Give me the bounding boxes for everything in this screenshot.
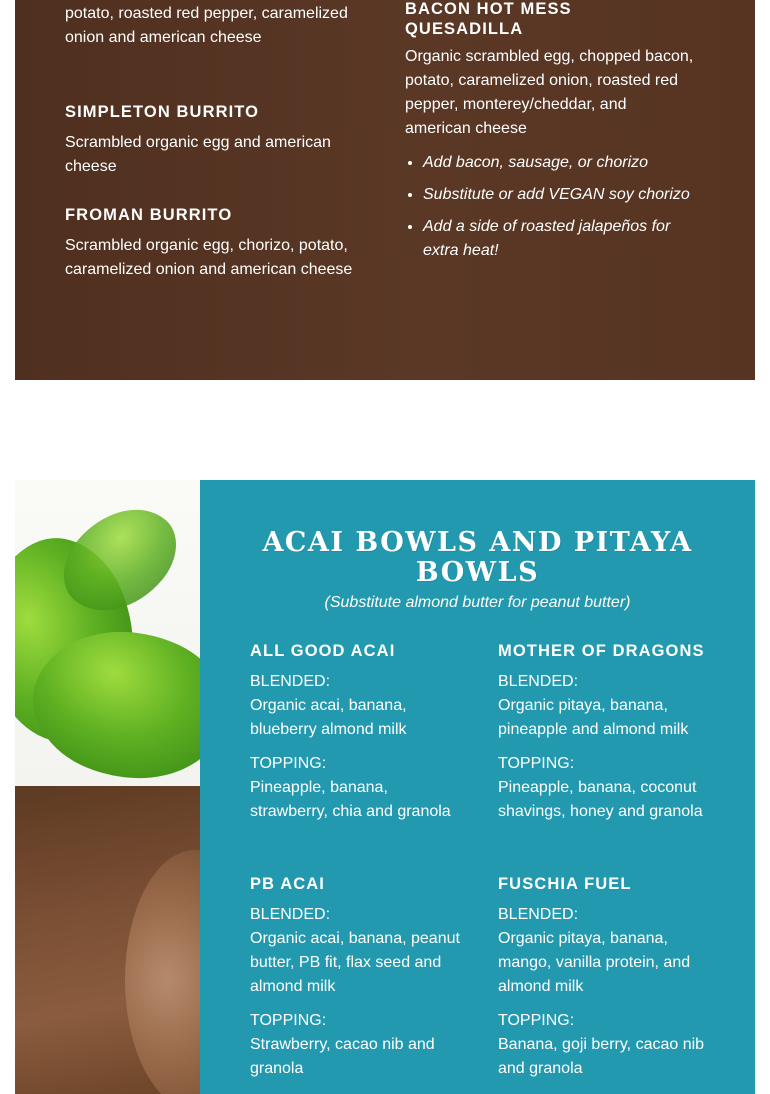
blended-label: BLENDED: [498, 906, 579, 923]
topping-label: TOPPING: [498, 1012, 575, 1029]
menu-note: • Add a side of roasted jalapeños for extra heat! [423, 215, 695, 263]
menu-item-all-good-acai [250, 641, 460, 824]
topping-label: TOPPING: [498, 755, 575, 772]
topping-description: Pineapple, banana, strawberry, chia and granola [250, 779, 451, 820]
topping-label: TOPPING: [250, 755, 327, 772]
menu-item-description: Scrambled organic egg and american cheese [65, 134, 331, 175]
menu-item-title: ALL GOOD ACAI [250, 642, 396, 660]
menu-item-fuschia-fuel [498, 874, 708, 1081]
menu-note: • Substitute or add VEGAN soy chorizo [423, 183, 695, 207]
blended-description: Organic pitaya, banana, mango, vanilla protein, and almond milk [498, 930, 691, 995]
menu-item-description: Organic scrambled egg, chopped bacon, potato, caramelized onion, roasted red pepper, monterey/cheddar, and american cheese [405, 48, 694, 137]
blended-label: BLENDED: [250, 906, 331, 923]
blended-label: BLENDED: [250, 673, 331, 690]
section-title: ACAI BOWLS AND PITAYA BOWLS [262, 527, 693, 588]
topping-label: TOPPING: [250, 1012, 327, 1029]
menu-item-description: Scrambled organic egg, chorizo, potato, caramelized onion and american cheese [65, 237, 353, 278]
bowl-photo [15, 480, 200, 1094]
topping-description: Strawberry, cacao nib and granola [250, 1036, 435, 1077]
menu-item-mother-of-dragons [498, 641, 708, 824]
blended-description: Organic acai, banana, peanut butter, PB fit, flax seed and almond milk [250, 930, 460, 995]
topping-description: Pineapple, banana, coconut shavings, honey and granola [498, 779, 703, 820]
breakfast-menu-panel [15, 0, 755, 380]
menu-item-pb-acai [250, 874, 460, 1081]
menu-item-froman-burrito [65, 205, 360, 282]
menu-item-simpleton-burrito [65, 102, 360, 179]
blended-label: BLENDED: [498, 673, 579, 690]
menu-item-title: PB ACAI [250, 875, 325, 893]
menu-item-bacon-hot-mess-quesadilla [405, 0, 695, 271]
blended-description: Organic pitaya, banana, pineapple and almond milk [498, 697, 689, 738]
menu-item-title: FROMAN BURRITO [65, 206, 233, 224]
menu-item-continued [65, 2, 360, 50]
section-subtitle: (Substitute almond butter for peanut butter) [324, 594, 631, 611]
blended-description: Organic acai, banana, blueberry almond milk [250, 697, 407, 738]
menu-item-title: SIMPLETON BURRITO [65, 103, 260, 121]
menu-notes-list [405, 151, 695, 263]
topping-description: Banana, goji berry, cacao nib and granola [498, 1036, 705, 1077]
menu-note: • Add bacon, sausage, or chorizo [423, 151, 695, 175]
menu-item-title: BACON HOT MESS QUESADILLA [405, 0, 572, 38]
bowls-menu-panel [200, 480, 755, 1094]
menu-item-description: potato, roasted red pepper, caramelized onion and american cheese [65, 5, 348, 46]
menu-item-title: MOTHER OF DRAGONS [498, 642, 705, 660]
menu-item-title: FUSCHIA FUEL [498, 875, 632, 893]
